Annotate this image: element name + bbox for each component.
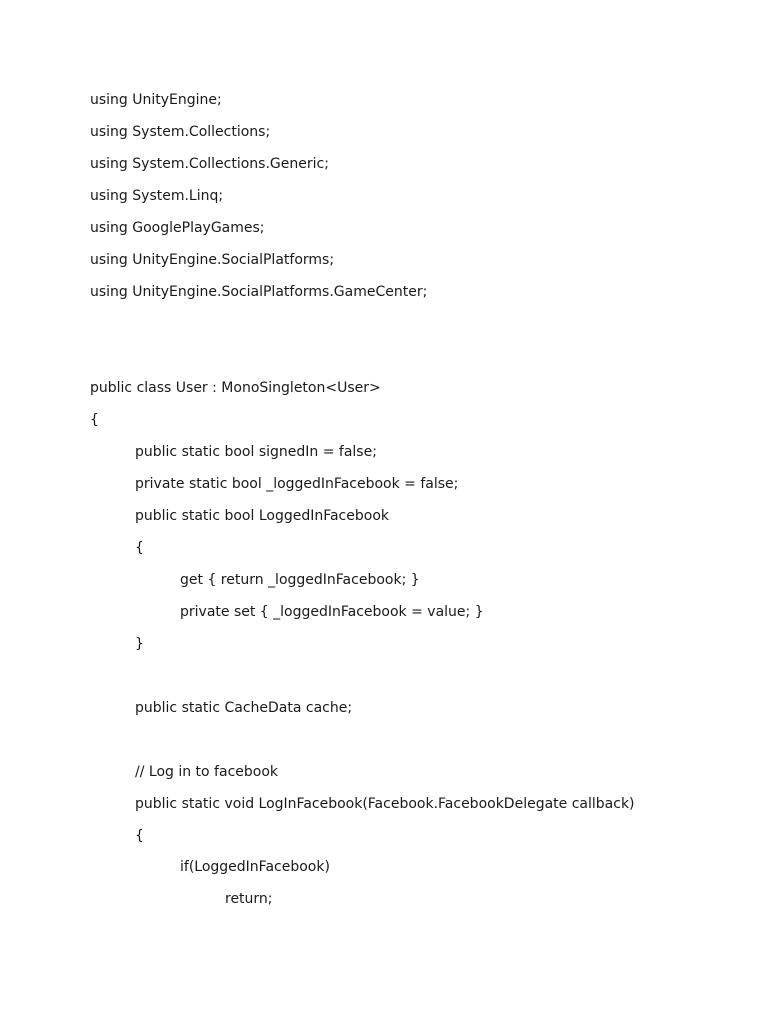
code-line-loggedinfacebook-field: private static bool _loggedInFacebook = false; (135, 476, 459, 492)
code-line-property-setter: private set { _loggedInFacebook = value; } (180, 604, 484, 620)
code-line-using-googleplaygames: using GooglePlayGames; (90, 220, 265, 236)
code-line-using-linq: using System.Linq; (90, 188, 224, 204)
code-line-property-getter: get { return _loggedInFacebook; } (180, 572, 420, 588)
code-line-using-gamecenter: using UnityEngine.SocialPlatforms.GameCenter; (90, 284, 428, 300)
code-line-comment-login: // Log in to facebook (135, 764, 279, 780)
code-line-using-collections: using System.Collections; (90, 124, 271, 140)
code-line-class-open-brace: { (90, 412, 99, 428)
code-line-method-open-brace: { (135, 828, 144, 844)
code-line-property-open-brace: { (135, 540, 144, 556)
code-line-class-declaration: public class User : MonoSingleton<User> (90, 380, 381, 396)
code-line-signedin-field: public static bool signedIn = false; (135, 444, 377, 460)
code-line-using-collections-generic: using System.Collections.Generic; (90, 156, 329, 172)
code-line-loggedinfacebook-property: public static bool LoggedInFacebook (135, 508, 389, 524)
code-line-return: return; (225, 891, 273, 907)
code-line-login-method: public static void LogInFacebook(Facebook.FacebookDelegate callback) (135, 796, 635, 812)
code-line-using-unityengine: using UnityEngine; (90, 92, 222, 108)
code-line-using-socialplatforms: using UnityEngine.SocialPlatforms; (90, 252, 335, 268)
code-line-if-loggedin: if(LoggedInFacebook) (180, 859, 330, 875)
code-line-property-close-brace: } (135, 636, 144, 652)
code-line-cache-field: public static CacheData cache; (135, 700, 353, 716)
